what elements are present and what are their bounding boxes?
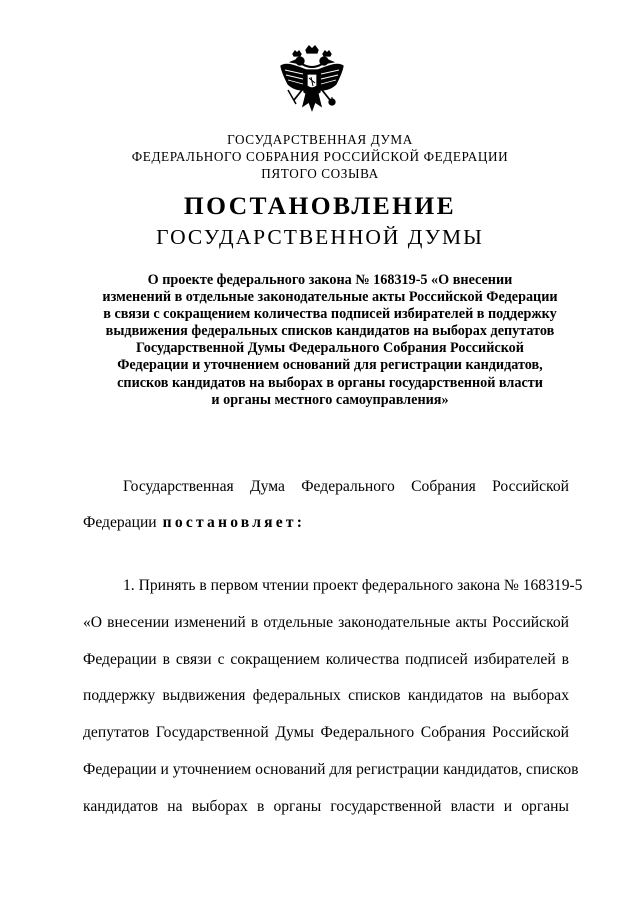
law-title-line: изменений в отдельные законодательные акты Российской Федерации: [102, 289, 558, 306]
issuer-line-2: ФЕДЕРАЛЬНОГО СОБРАНИЯ РОССИЙСКОЙ ФЕДЕРАЦИИ: [131, 149, 509, 164]
item-1-line: депутатов Государственной Думы Федерального Собрания Российской: [83, 724, 569, 741]
law-title-line: О проекте федерального закона № 168319-5 «О внесении: [147, 272, 513, 288]
law-title-line: и органы местного самоуправления»: [211, 391, 449, 408]
preamble-line-2: [83, 513, 305, 533]
law-title-line: списков кандидатов на выборах в органы государственной власти: [117, 374, 543, 391]
preamble-line-1: Государственная Дума Федерального Собрания Российской: [123, 478, 569, 495]
law-title-line: Федерации и уточнением оснований для регистрации кандидатов,: [117, 357, 543, 374]
law-title-line: выдвижения федеральных списков кандидатов на выборах депутатов: [105, 323, 555, 340]
law-title: [80, 272, 580, 409]
item-1-line: кандидатов на выборах в органы государственной власти и органы: [83, 798, 569, 815]
coat-of-arms-icon: [276, 44, 348, 118]
issuer-line-3: ПЯТОГО СОЗЫВА: [261, 166, 379, 181]
document-subtitle: ГОСУДАРСТВЕННОЙ ДУМЫ: [156, 225, 484, 249]
item-1-line: поддержку выдвижения федеральных списков кандидатов на выборах: [83, 687, 569, 704]
item-1-line: Федерации и уточнением оснований для регистрации кандидатов, списков: [83, 761, 579, 778]
issuer-line-1: ГОСУДАРСТВЕННАЯ ДУМА: [227, 132, 413, 147]
item-1-line: 1. Принять в первом чтении проект федерального закона № 168319-5: [123, 577, 583, 594]
law-title-line: Государственной Думы Федерального Собрания Российской: [136, 340, 524, 357]
resolves-emphasis: постановляет:: [162, 514, 306, 531]
preamble-text: Федерации: [83, 514, 157, 531]
law-title-line: в связи с сокращением количества подписей избирателей в поддержку: [103, 306, 557, 323]
item-1-line: Федерации в связи с сокращением количества подписей избирателей в: [83, 651, 569, 668]
document-title: ПОСТАНОВЛЕНИЕ: [183, 191, 457, 220]
item-1-line: «О внесении изменений в отдельные законодательные акты Российской: [83, 614, 569, 631]
